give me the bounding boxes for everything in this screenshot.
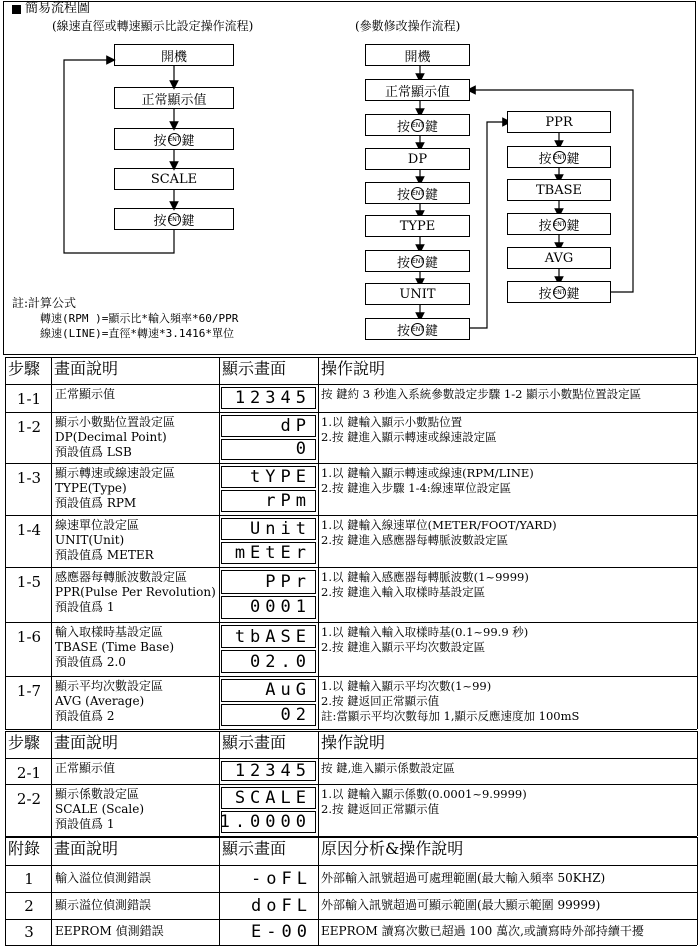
notes-line-formula: 線速(LINE)=直徑*轉速*3.1416*單位 bbox=[40, 327, 234, 340]
right-box-unit: UNIT bbox=[365, 283, 470, 305]
table2-ops-line: 1.以 鍵輸入顯示係數(0.0001~9.9999) bbox=[321, 787, 527, 801]
table-rule bbox=[5, 837, 6, 945]
table2-step: 2-1 bbox=[16, 764, 42, 782]
table2-ops-line: 按 鍵,進入顯示係數設定區 bbox=[321, 761, 455, 775]
table-rule bbox=[5, 412, 697, 413]
section-title: 簡易流程圖 bbox=[25, 1, 91, 16]
table2-step: 2-2 bbox=[16, 790, 42, 808]
table1-desc-line: 預設值爲 METER bbox=[55, 548, 154, 562]
table1-desc-line: TBASE (Time Base) bbox=[55, 640, 175, 654]
ent-key-icon: ENT bbox=[553, 286, 566, 299]
table1-display-readout: 0 bbox=[221, 439, 316, 461]
table1-display-readout: AuG bbox=[221, 679, 316, 702]
table3-desc: 顯示溢位偵測錯誤 bbox=[55, 897, 152, 912]
table1-desc-line: 預設值爲 RPM bbox=[55, 496, 137, 510]
table1-ops-line: 1.以 鍵輸入顯示平均次數(1~99) bbox=[321, 679, 492, 693]
table1-ops-line: 1.以 鍵輸入感應器每轉脈波數(1~9999) bbox=[321, 570, 529, 584]
table-rule bbox=[5, 945, 697, 946]
table1-header-0: 步驟 bbox=[8, 359, 41, 378]
table1-ops-line: 1.以 鍵輸入線速單位(METER/FOOT/YARD) bbox=[321, 518, 557, 532]
table1-ops-line: 1.以 鍵輸入輸入取樣時基(0.1~99.9 秒) bbox=[321, 625, 529, 639]
table-rule bbox=[5, 837, 697, 838]
ent-key-icon: ENT bbox=[168, 213, 181, 226]
right-box-press-ent-4: 按 ENT 鍵 bbox=[365, 318, 470, 340]
table1-desc-line: 顯示小數點位置設定區 bbox=[55, 415, 176, 429]
ent-key-icon: ENT bbox=[411, 323, 424, 336]
right-box-press-ent-1: 按 ENT 鍵 bbox=[365, 114, 470, 136]
table1-ops-line: 2.按 鍵進入顯示轉速或線速設定區 bbox=[321, 430, 497, 444]
table-rule bbox=[51, 731, 52, 836]
table1-desc-line: AVG (Average) bbox=[55, 694, 145, 708]
table2-header-1: 畫面說明 bbox=[54, 733, 119, 752]
table1-desc-line: TYPE(Type) bbox=[55, 481, 127, 495]
table3-display-readout: doFL bbox=[251, 895, 312, 916]
table1-step: 1-4 bbox=[16, 521, 42, 539]
table1-display-readout: Unit bbox=[221, 518, 316, 540]
table3-header-1: 畫面說明 bbox=[54, 839, 119, 858]
ent-key-icon: ENT bbox=[411, 255, 424, 268]
left-box-power-on: 開機 bbox=[114, 44, 234, 66]
table-rule bbox=[5, 758, 697, 759]
table1-step: 1-3 bbox=[16, 469, 42, 487]
table1-display-readout: 0001 bbox=[221, 596, 316, 620]
notes-rpm-formula: 轉速(RPM )=顯示比*輸入頻率*60/PPR bbox=[40, 312, 239, 325]
table2-header-3: 操作說明 bbox=[321, 733, 386, 752]
table-rule bbox=[5, 622, 697, 623]
notes-title: 註:計算公式 bbox=[12, 296, 77, 310]
ent-key-icon: ENT bbox=[168, 133, 181, 146]
table1-step: 1-2 bbox=[16, 418, 42, 436]
table-rule bbox=[5, 357, 6, 729]
table-rule bbox=[697, 731, 698, 836]
table1-desc-line: PPR(Pulse Per Revolution) bbox=[55, 585, 216, 599]
table2-desc-line: SCALE (Scale) bbox=[55, 802, 145, 816]
table3-header-0: 附錄 bbox=[8, 839, 41, 858]
table-rule bbox=[5, 731, 6, 836]
table-rule bbox=[697, 357, 698, 729]
table1-display-readout: tYPE bbox=[221, 466, 316, 488]
right-box-press-ent-3: 按 ENT 鍵 bbox=[365, 250, 470, 272]
table1-ops-line: 2.按 鍵進入顯示平均次數設定區 bbox=[321, 640, 486, 654]
right2-box-avg: AVG bbox=[507, 247, 611, 269]
table1-step: 1-7 bbox=[16, 682, 42, 700]
table1-ops-line: 1.以 鍵輸入顯示小數點位置 bbox=[321, 415, 463, 429]
table3-display-readout: E-00 bbox=[251, 922, 312, 942]
table1-desc-line: DP(Decimal Point) bbox=[55, 430, 167, 444]
table3-step: 1 bbox=[24, 869, 34, 888]
table1-ops-line: 2.按 鍵進入輸入取樣時基設定區 bbox=[321, 585, 486, 599]
table3-desc: 輸入溢位偵測錯誤 bbox=[55, 870, 152, 885]
flow-left-title: (線速直徑或轉速顯示比設定操作流程) bbox=[52, 19, 254, 33]
table-rule bbox=[5, 892, 697, 893]
table1-ops-line: 2.按 鍵進入感應器每轉脈波數設定區 bbox=[321, 533, 509, 547]
table1-ops-line: 按 鍵約 3 秒進入系統參數設定步驟 1-2 顯示小數點位置設定區 bbox=[321, 387, 642, 401]
table1-display-readout: 02.0 bbox=[221, 650, 316, 673]
table-rule bbox=[5, 357, 697, 358]
table2-desc-line: 正常顯示值 bbox=[55, 761, 116, 775]
table1-desc-line: 預設值爲 2 bbox=[55, 709, 115, 723]
table-rule bbox=[5, 731, 697, 732]
table1-display-readout: rPm bbox=[221, 490, 316, 512]
right-box-press-ent-2: 按 ENT 鍵 bbox=[365, 182, 470, 204]
right2-box-ppr: PPR bbox=[507, 111, 611, 133]
left-box-normal-display: 正常顯示值 bbox=[114, 87, 234, 109]
table3-ops: EEPROM 讀寫次數已超過 100 萬次,或讀寫時外部持續干擾 bbox=[321, 924, 644, 938]
table1-desc-line: 顯示轉速或線速設定區 bbox=[55, 466, 176, 480]
right-box-normal-display: 正常顯示值 bbox=[365, 79, 470, 101]
table-rule bbox=[318, 357, 319, 729]
table1-desc-line: 正常顯示值 bbox=[55, 387, 116, 401]
table2-desc-line: 顯示係數設定區 bbox=[55, 787, 140, 801]
table-rule bbox=[697, 837, 698, 945]
table1-ops-line: 2.按 鍵返回正常顯示值 bbox=[321, 694, 440, 708]
table1-header-2: 顯示畫面 bbox=[222, 359, 287, 378]
table1-display-readout: tbASE bbox=[221, 625, 316, 648]
table-rule bbox=[51, 357, 52, 729]
table3-ops: 外部輸入訊號超過可顯示範圍(最大顯示範圍 99999) bbox=[321, 897, 601, 912]
table-rule bbox=[5, 865, 697, 866]
table3-display-readout: -oFL bbox=[251, 868, 312, 889]
table-rule bbox=[5, 515, 697, 516]
table2-display-readout: SCALE bbox=[221, 787, 316, 809]
table-rule bbox=[5, 384, 697, 385]
table1-desc-line: 預設值爲 1 bbox=[55, 600, 115, 614]
table1-display-readout: PPr bbox=[221, 570, 316, 594]
table-rule bbox=[51, 837, 52, 945]
right2-box-press-ent-3: 按 ENT 鍵 bbox=[507, 281, 611, 303]
table1-desc-line: 顯示平均次數設定區 bbox=[55, 679, 164, 693]
ent-key-icon: ENT bbox=[553, 218, 566, 231]
table1-desc-line: 預設值爲 2.0 bbox=[55, 655, 126, 669]
table3-header-2: 顯示畫面 bbox=[222, 839, 287, 858]
right2-box-press-ent-1: 按 ENT 鍵 bbox=[507, 146, 611, 168]
table1-display-readout: 02 bbox=[221, 704, 316, 727]
table1-desc-line: 預設值爲 LSB bbox=[55, 445, 132, 459]
table-rule bbox=[219, 837, 220, 945]
table1-ops-line: 註:當顯示平均次數每加 1,顯示反應速度加 100mS bbox=[321, 709, 580, 723]
right-box-power-on: 開機 bbox=[365, 44, 470, 66]
right2-box-press-ent-2: 按 ENT 鍵 bbox=[507, 213, 611, 235]
table-rule bbox=[318, 731, 319, 836]
table1-step: 1-1 bbox=[16, 390, 42, 408]
table2-desc-line: 預設值爲 1 bbox=[55, 817, 115, 831]
table-rule bbox=[219, 357, 220, 729]
right-box-type: TYPE bbox=[365, 215, 470, 237]
table2-header-2: 顯示畫面 bbox=[222, 733, 287, 752]
table1-desc-line: 線速單位設定區 bbox=[55, 518, 140, 532]
table2-display-readout: 12345 bbox=[221, 761, 316, 781]
table-rule bbox=[5, 919, 697, 920]
table3-step: 2 bbox=[24, 896, 34, 915]
table3-step: 3 bbox=[24, 923, 34, 941]
left-box-scale: SCALE bbox=[114, 168, 234, 190]
table1-step: 1-5 bbox=[16, 573, 42, 591]
table1-desc-line: 輸入取樣時基設定區 bbox=[55, 625, 164, 639]
table1-ops-line: 2.按 鍵進入步驟 1-4:線速單位設定區 bbox=[321, 481, 512, 495]
table3-desc: EEPROM 偵測錯誤 bbox=[55, 924, 164, 938]
ent-key-icon: ENT bbox=[411, 119, 424, 132]
table1-desc-line: 感應器每轉脈波數設定區 bbox=[55, 570, 188, 584]
flow-right-title: (參數修改操作流程) bbox=[355, 19, 461, 33]
table-rule bbox=[5, 784, 697, 785]
table1-ops-line: 1.以 鍵輸入顯示轉速或線速(RPM/LINE) bbox=[321, 466, 534, 480]
right2-box-tbase: TBASE bbox=[507, 179, 611, 201]
table3-ops: 外部輸入訊號超過可處理範圍(最大輸入頻率 50KHZ) bbox=[321, 870, 606, 885]
table2-display-readout: 1.0000 bbox=[221, 811, 316, 833]
table1-display-readout: mEtEr bbox=[221, 542, 316, 564]
ent-key-icon: ENT bbox=[411, 187, 424, 200]
table1-desc-line: UNIT(Unit) bbox=[55, 533, 125, 547]
table1-display-readout: 12345 bbox=[221, 387, 316, 409]
left-box-press-ent-1: 按 ENT 鍵 bbox=[114, 128, 234, 150]
table1-header-3: 操作說明 bbox=[321, 359, 386, 378]
ent-key-icon: ENT bbox=[553, 151, 566, 164]
table-rule bbox=[5, 463, 697, 464]
table-rule bbox=[5, 729, 697, 730]
table1-display-readout: dP bbox=[221, 415, 316, 437]
table2-header-0: 步驟 bbox=[8, 733, 41, 752]
table1-step: 1-6 bbox=[16, 628, 42, 646]
table-rule bbox=[5, 567, 697, 568]
table-rule bbox=[219, 731, 220, 836]
table-rule bbox=[5, 676, 697, 677]
table-rule bbox=[318, 837, 319, 945]
table2-ops-line: 2.按 鍵返回正常顯示值 bbox=[321, 802, 440, 816]
right-box-dp: DP bbox=[365, 148, 470, 170]
table3-header-3: 原因分析&操作說明 bbox=[321, 839, 464, 858]
table1-header-1: 畫面說明 bbox=[54, 359, 119, 378]
left-box-press-ent-2: 按 ENT 鍵 bbox=[114, 208, 234, 230]
